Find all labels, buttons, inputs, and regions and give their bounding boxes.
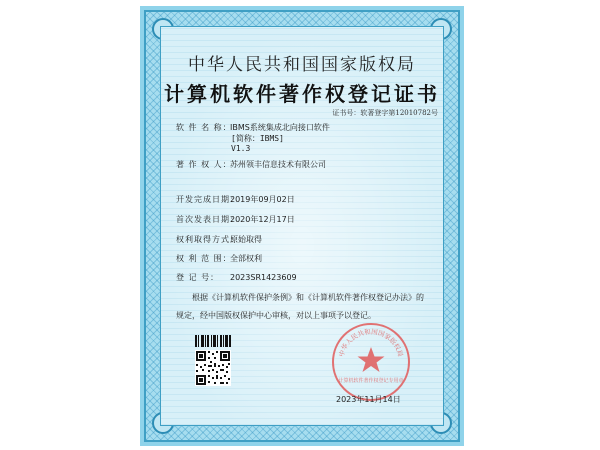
- field-value: 2023SR1423609: [230, 273, 297, 282]
- field-copyright-owner: [176, 159, 326, 170]
- seal-star-icon: [358, 347, 385, 372]
- field-value: IBMS系统集成北向接口软件: [230, 123, 330, 132]
- field-value: 2020年12月17日: [230, 215, 295, 224]
- official-seal-icon: [330, 321, 412, 403]
- field-value: 2019年09月02日: [230, 195, 295, 204]
- issue-date: 2023年11月14日: [336, 395, 401, 404]
- issuer-title: 中华人民共和国国家版权局: [188, 55, 416, 75]
- seal-text: 中华人民共和国国家版权局: [337, 327, 405, 358]
- field-value: 全部权利: [230, 254, 262, 263]
- seal-subtext: 计算机软件著作权登记专用章: [338, 378, 404, 384]
- field-publish-date: [176, 214, 295, 225]
- field-scope: [176, 253, 262, 264]
- field-value: 原始取得: [230, 235, 262, 244]
- field-label: 开发完成日期：: [176, 195, 239, 204]
- field-label: 登 记 号：: [176, 273, 220, 282]
- certificate: [140, 6, 464, 446]
- field-completion-date: [176, 194, 295, 205]
- qr-code: [195, 350, 231, 386]
- body-text-line-1: 根据《计算机软件保护条例》和《计算机软件著作权登记办法》的: [192, 293, 424, 302]
- field-label: 著 作 权 人：: [176, 160, 232, 169]
- field-value: 苏州领丰信息技术有限公司: [230, 160, 326, 169]
- certificate-number-value: 软著登字第12010782号: [360, 109, 438, 117]
- field-registration-number: [176, 272, 297, 283]
- certificate-number-label: 证书号：: [332, 109, 361, 117]
- field-label: 首次发表日期：: [176, 215, 239, 224]
- field-label: 软 件 名 称：: [176, 123, 232, 132]
- barcode-strip: [195, 335, 231, 347]
- field-acquisition: [176, 234, 262, 245]
- field-software-name: [176, 122, 330, 133]
- body-text-line-2: 规定，经中国版权保护中心审核，对以上事项予以登记。: [176, 311, 376, 320]
- field-label: 权 利 范 围：: [176, 254, 232, 263]
- certificate-number: [332, 108, 438, 118]
- certificate-title: 计算机软件著作权登记证书: [164, 82, 440, 106]
- field-label: 权利取得方式：: [176, 235, 239, 244]
- software-short-name: [简称：IBMS]: [231, 134, 284, 143]
- barcode-qr-icon: [194, 334, 232, 388]
- software-version: V1.3: [231, 144, 251, 153]
